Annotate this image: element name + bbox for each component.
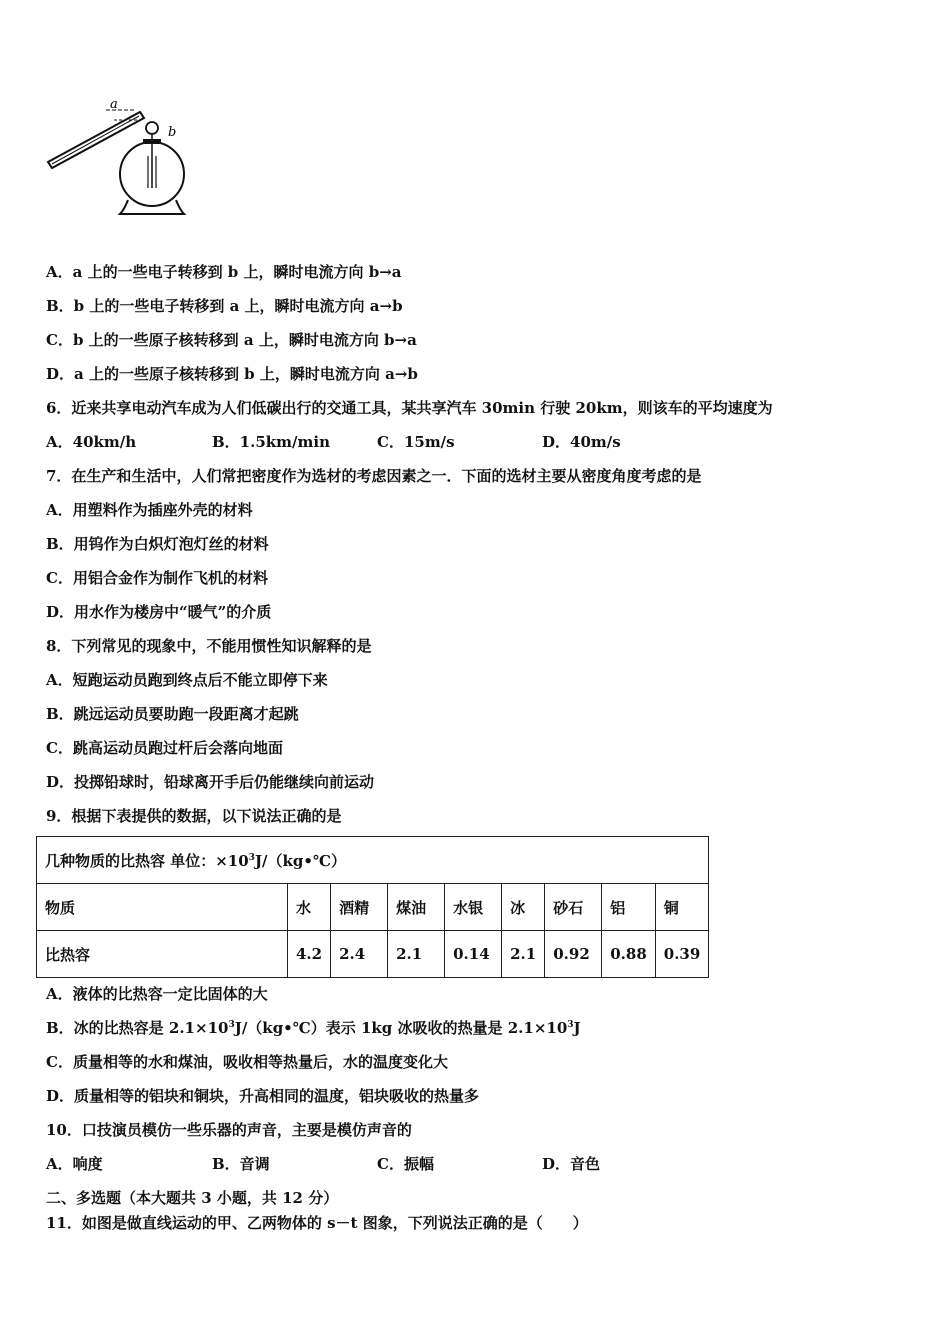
- q7-option-a[interactable]: A．用塑料作为插座外壳的材料: [46, 501, 253, 519]
- table-row: [37, 931, 709, 978]
- table-row: [37, 884, 709, 931]
- q6-option-b[interactable]: B．1.5km/min: [212, 433, 330, 451]
- q9-stem: 9．根据下表提供的数据，以下说法正确的是: [46, 807, 342, 825]
- table-cell: 铜: [655, 884, 709, 931]
- table-cell: 2.4: [331, 931, 388, 978]
- table-cell: 铝: [602, 884, 656, 931]
- q10-stem: 10．口技演员模仿一些乐器的声音，主要是模仿声音的: [46, 1121, 412, 1139]
- table-cell: 水银: [445, 884, 502, 931]
- table-cell: 煤油: [388, 884, 445, 931]
- table-caption-row: [37, 837, 709, 884]
- section-heading: 二、多选题（本大题共 3 小题，共 12 分）: [46, 1189, 339, 1207]
- label-a: a: [110, 97, 118, 112]
- q8-option-a[interactable]: A．短跑运动员跑到终点后不能立即停下来: [46, 671, 328, 689]
- table-cell: 砂石: [545, 884, 602, 931]
- q11-stem: 11．如图是做直线运动的甲、乙两物体的 s－t 图象，下列说法正确的是（ ）: [46, 1214, 588, 1232]
- q8-option-c[interactable]: C．跳高运动员跑过杆后会落向地面: [46, 739, 283, 757]
- specific-heat-table: [36, 836, 709, 978]
- q5-option-c[interactable]: C．b 上的一些原子核转移到 a 上，瞬时电流方向 b→a: [46, 331, 417, 349]
- q7-option-d[interactable]: D．用水作为楼房中“暖气”的介质: [46, 603, 272, 621]
- row-header-specific-heat: 比热容: [37, 931, 288, 978]
- q9-option-a[interactable]: A．液体的比热容一定比固体的大: [46, 985, 268, 1003]
- table-cell: 0.14: [445, 931, 502, 978]
- label-b: b: [168, 125, 177, 140]
- q8-option-b[interactable]: B．跳远运动员要助跑一段距离才起跳: [46, 705, 299, 723]
- q7-option-c[interactable]: C．用铝合金作为制作飞机的材料: [46, 569, 268, 587]
- q10-option-b[interactable]: B．音调: [212, 1155, 270, 1173]
- q10-option-d[interactable]: D．音色: [542, 1155, 601, 1173]
- table-cell: 0.92: [545, 931, 602, 978]
- q9-option-b[interactable]: B．冰的比热容是 $2.1\times 10^3J/(kg•℃)$表示 1kg 冰吸收的热量是 $2.1\times 10^3J$: [46, 1019, 581, 1037]
- q6-option-a[interactable]: A．40km/h: [46, 433, 137, 451]
- q6-option-c[interactable]: C．15m/s: [377, 433, 455, 451]
- table-cell: 2.1: [502, 931, 545, 978]
- table-cell: 酒精: [331, 884, 388, 931]
- q5-option-a[interactable]: A．a 上的一些电子转移到 b 上，瞬时电流方向 b→a: [46, 263, 402, 281]
- q10-option-a[interactable]: A．响度: [46, 1155, 103, 1173]
- q9-option-c[interactable]: C．质量相等的水和煤油，吸收相等热量后，水的温度变化大: [46, 1053, 448, 1071]
- table-cell: 4.2: [288, 931, 331, 978]
- q10-option-c[interactable]: C．振幅: [377, 1155, 434, 1173]
- row-header-substance: 物质: [37, 884, 288, 931]
- q7-option-b[interactable]: B．用钨作为白炽灯泡灯丝的材料: [46, 535, 269, 553]
- table-cell: 水: [288, 884, 331, 931]
- q8-stem: 8．下列常见的现象中，不能用惯性知识解释的是: [46, 637, 372, 655]
- q6-stem: 6．近来共享电动汽车成为人们低碳出行的交通工具，某共享汽车 30min 行驶 20km，则该车的平均速度为: [46, 399, 773, 417]
- table-cell: 冰: [502, 884, 545, 931]
- electroscope-figure: [44, 96, 194, 225]
- table-caption: 几种物质的比热容 单位：$\times 10^3J/(kg•℃)$: [37, 837, 709, 884]
- table-cell: 0.88: [602, 931, 656, 978]
- q5-option-d[interactable]: D．a 上的一些原子核转移到 b 上，瞬时电流方向 a→b: [46, 365, 418, 383]
- q8-option-d[interactable]: D．投掷铅球时，铅球离开手后仍能继续向前运动: [46, 773, 375, 791]
- table-cell: 0.39: [655, 931, 709, 978]
- q6-option-d[interactable]: D．40m/s: [542, 433, 621, 451]
- table-cell: 2.1: [388, 931, 445, 978]
- q9-option-d[interactable]: D．质量相等的铝块和铜块，升高相同的温度，铝块吸收的热量多: [46, 1087, 480, 1105]
- q7-stem: 7．在生产和生活中，人们常把密度作为选材的考虑因素之一．下面的选材主要从密度角度考虑的是: [46, 467, 702, 485]
- q5-option-b[interactable]: B．b 上的一些电子转移到 a 上，瞬时电流方向 a→b: [46, 297, 403, 315]
